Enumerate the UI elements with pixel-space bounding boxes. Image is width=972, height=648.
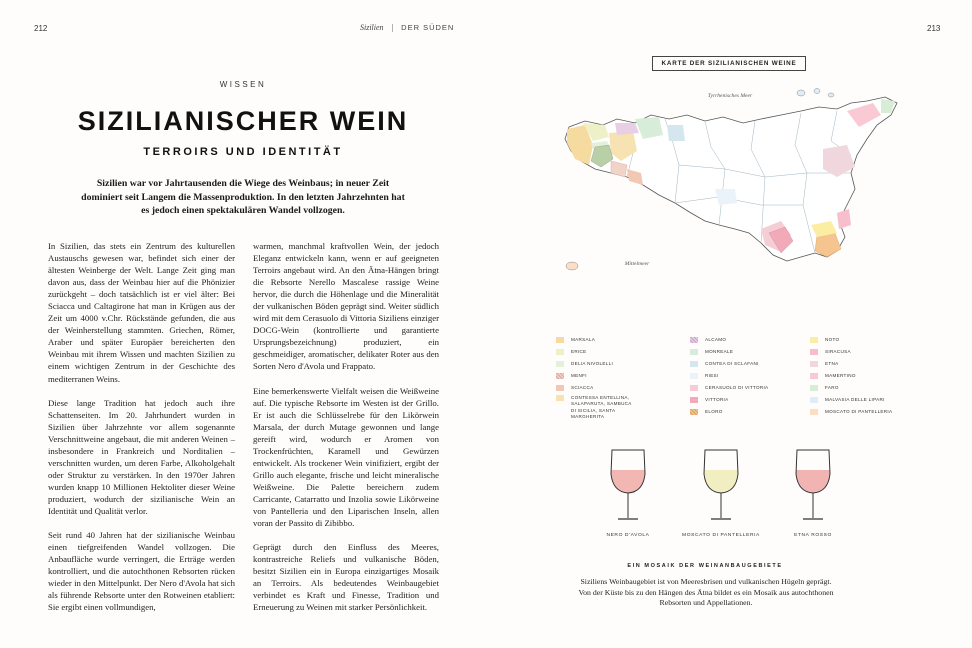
paragraph: Diese lange Tradition hat jedoch auch ihre Schattenseiten. Im 20. Jahrhundert wurden in Sizilien über Jahrzehnte vor allem sogenannte Verschnittweine angebaut, die mit anderen Weinen – insbesondere in Frankreich und Norditalien – verschnitten wurden, um deren Farbe, Alkoholgehalt oder Struktur zu verstärken. In den 1970er Jahren wurden knapp 10 Millionen Hektoliter dieser Weine produziert, wodurch der sizilianische Wein an Identität und Qualität verlor. [48, 397, 235, 516]
lipari-island-3 [828, 93, 834, 97]
legend-label: DELIA NIVOLELLI [571, 361, 614, 366]
legend-label: NOTO [825, 337, 840, 342]
glass-label-nero-davola: NERO D'AVOLA [606, 533, 650, 538]
legend-label: ERICE [571, 349, 587, 354]
glass-wine [704, 470, 738, 493]
caption-title: EIN MOSAIK DER WEINANBAUGEBIETE [627, 563, 783, 569]
sicily-outline [565, 97, 897, 261]
paragraph: In Sizilien, das stets ein Zentrum des kulturellen Austauschs gewesen war, befindet sich einer der ältesten Weinberge der Welt. Lange Zeit ging man davon aus, dass der Weinbau hier auf die Phönizier zurückgeht – doch tatsächlich ist er viel älter: Bei Sciacca und Caltagirone hat man in Krügen aus der Zeit um 4000 v.Chr. Rückstände gefunden, die aus der Weinherstellung stammten. Griechen, Römer, Araber und später Europäer bereicherten den Weinbau mit ihrem Wissen und machten Sizilien zu einem wichtigen Zentrum in der Geschichte des mediterranen Weins. [48, 241, 235, 384]
legend-label: RIESI [705, 373, 719, 378]
running-head: Sizilien | DER SÜDEN [360, 23, 455, 32]
legend-swatch [556, 395, 564, 401]
legend-item [690, 349, 733, 355]
legend-label: MARSALA [571, 337, 596, 342]
legend-swatch [690, 397, 698, 403]
area-contea [667, 125, 685, 141]
legend-swatch [690, 409, 698, 415]
article-title: SIZILIANISCHER WEIN [77, 106, 409, 136]
pantelleria-island [566, 262, 578, 270]
legend-label: CERASUOLO DI VITTORIA [705, 385, 769, 390]
legend-swatch [810, 397, 818, 403]
legend-label: CONTESSA ENTELLINA, SALAPARUTA, SAMBUCA DI SICILIA, SANTA MARGHERITA [571, 395, 632, 419]
legend-swatch [810, 373, 818, 379]
sea-label-south: Mittelmeer [624, 261, 650, 267]
paragraph: warmen, manchmal kraftvollen Wein, der jedoch Eleganz entwickeln kann, wenn er auf geeigneten Terroirs angebaut wird. An den Ätna-Hängen bringt die Rebsorte Nerello Mascalese rassige Weine hervor, die durch die Höhenlage und die Mineralität der vulkanischen Böden geprägt sind. Weiter südlich wird mit dem Cerasuolo di Vittoria Siziliens einziger DOCG-Wein (kontrollierte und garantierte Ursprungsbezeichnung) produziert, ein geschmeidiger, aromatischer, delikater Roter aus den Sorten Nero d'Avola und Frappato. [253, 241, 439, 372]
legend-item [690, 397, 729, 403]
glass-label-etna-rosso: ETNA ROSSO [794, 533, 832, 538]
paragraph: Seit rund 40 Jahren hat der sizilianische Weinbau einen tiefgreifenden Wandel vollzogen. Die Anbaufläche wurde verringert, die Erträge werden kontrolliert, und die autochthonen Rebsorten rücken wieder in den Mittelpunkt. Der Nero d'Avola hat sich als führende Rebsorte unter den Rotweinen etabliert: Sie ergibt einen vollmundigen, [48, 530, 235, 613]
sea-label-north: Tyrrhenisches Meer [707, 93, 753, 99]
legend-item [690, 373, 719, 379]
legend-label: SCIACCA [571, 385, 594, 390]
legend-label: MENFI [571, 373, 587, 378]
paragraph: Eine bemerkenswerte Vielfalt weisen die Weißweine auf. Die typische Rebsorte im Westen ist der Grillo. Er ist auch die Schlüsselrebe für den Likörwein Marsala, der durch Mutage gewonnen und lange gereift wird, wodurch er Aromen von Trockenfrüchten, Karamell und Gewürzen entwickelt. Als trockener Wein vinifiziert, ergibt der Grillo auch elegante, frische und leicht mineralische Weißweine. Die Palette bereichern zudem Carricante, Catarratto und Inzolia sowie Likörweine von Pantelleria und den Liparischen Inseln, allen voran der Passito di Zibibbo. [253, 385, 439, 529]
legend-swatch [690, 349, 698, 355]
legend-label: VITTORIA [705, 397, 729, 402]
legend-item [556, 349, 587, 355]
legend-item [556, 373, 587, 379]
legend-item [810, 397, 885, 403]
caption-text: Siziliens Weinbaugebiet ist von Meeresbrisen und vulkanischen Hügeln geprägt. Von der Küste bis zu den Hängen des Ätna bildet es ein Mosaik aus autochthonen Rebsorten und Appellationen. [578, 577, 834, 607]
legend-swatch [556, 337, 564, 343]
page-number-right: 213 [927, 24, 941, 33]
legend-swatch [810, 361, 818, 367]
kicker: WISSEN [219, 80, 267, 89]
legend-item [690, 337, 726, 343]
text-column-2 [253, 240, 439, 625]
legend-label: ETNA [825, 361, 839, 366]
legend-label: ALCAMO [705, 337, 727, 342]
article-subtitle: TERROIRS UND IDENTITÄT [143, 146, 343, 158]
wine-glass-etna-rosso [791, 446, 835, 526]
legend-item [810, 349, 851, 355]
legend-swatch [690, 385, 698, 391]
legend-label: ELORO [705, 409, 723, 414]
legend-item [690, 409, 723, 415]
legend-swatch [556, 373, 564, 379]
text-column-1 [48, 240, 235, 625]
legend-swatch [556, 349, 564, 355]
legend-swatch [556, 361, 564, 367]
legend-item [556, 361, 613, 367]
legend-item [810, 409, 892, 415]
legend-swatch [690, 337, 698, 343]
legend-label: MAMERTINO [825, 373, 856, 378]
glass-label-moscato: MOSCATO DI PANTELLERIA [682, 533, 760, 538]
legend-swatch [810, 409, 818, 415]
legend-swatch [810, 349, 818, 355]
wine-glass-nero-davola [606, 446, 650, 526]
legend-swatch [690, 373, 698, 379]
legend-item [556, 385, 594, 391]
article-lead: Sizilien war vor Jahrtausenden die Wiege des Weinbaus; in neuer Zeit dominiert seit Langem die Massenproduktion. In den letzten Jahrzehnten hat es jedoch einen spektakulären Wandel vollzogen. [81, 178, 405, 216]
glass-wine [611, 470, 645, 493]
sicily-map [555, 85, 905, 285]
lipari-island-1 [797, 90, 805, 96]
wine-glass-moscato [699, 446, 743, 526]
legend-label: SIRACUSA [825, 349, 851, 354]
legend-item [556, 337, 595, 343]
legend-item [690, 361, 759, 367]
lipari-island-2 [814, 89, 820, 94]
legend-item [810, 361, 838, 367]
legend-label: MOSCATO DI PANTELLERIA [825, 409, 893, 414]
paragraph: Geprägt durch den Einfluss des Meeres, kontrastreiche Reliefs und vulkanische Böden, besitzt Sizilien ein in Europa einzigartiges Mosaik an Terroirs. Als bedeutendes Weinbaugebiet verbindet es Kraft und Finesse, Tradition und Erneuerung zu Weinen mit starker Persönlichkeit. [253, 542, 439, 613]
legend-swatch [810, 337, 818, 343]
page-number-left: 212 [34, 24, 48, 33]
running-head-region: Sizilien [360, 23, 384, 32]
running-head-section: DER SÜDEN [401, 23, 455, 32]
legend-swatch [556, 385, 564, 391]
legend-swatch [810, 385, 818, 391]
legend-label: MONREALE [705, 349, 734, 354]
area-alcamo [615, 123, 639, 135]
legend-label: CONTEA DI SCLAFANI [705, 361, 759, 366]
legend-label: FARO [825, 385, 839, 390]
legend-swatch [690, 361, 698, 367]
map-title: KARTE DER SIZILIANISCHEN WEINE [652, 56, 806, 71]
legend-item [810, 373, 856, 379]
legend-item [810, 385, 839, 391]
legend-label: MALVASIA DELLE LIPARI [825, 397, 885, 402]
legend-item [556, 395, 636, 420]
legend-item [690, 385, 768, 391]
legend-item [810, 337, 839, 343]
glass-wine [796, 470, 830, 493]
